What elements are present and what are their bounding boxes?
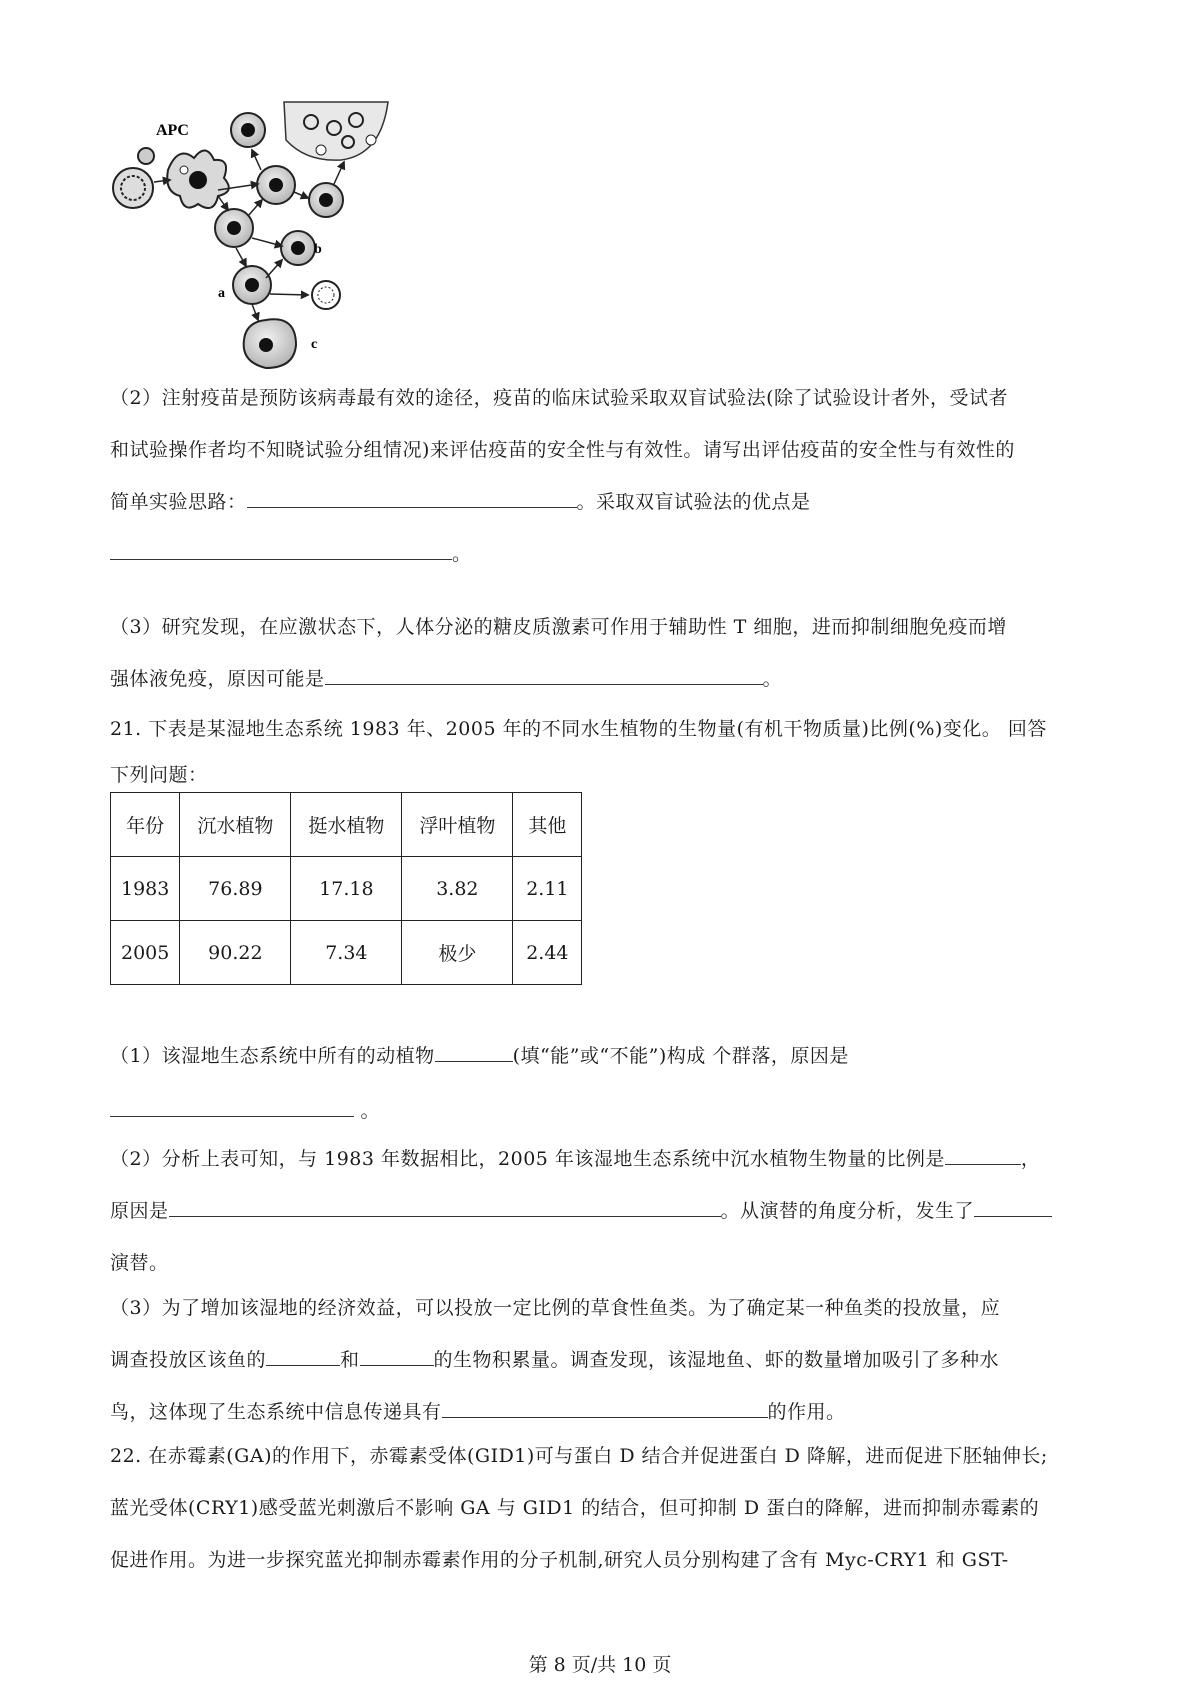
q21-part2-line3: 演替。 bbox=[110, 1252, 169, 1274]
virus-particle-small bbox=[138, 148, 154, 164]
q21-part3-line2a: 调查投放区该鱼的 bbox=[110, 1349, 267, 1371]
antigen-antibody-complex bbox=[312, 281, 340, 309]
q20-part2-line4b: 。 bbox=[452, 543, 472, 565]
answer-blank-fish-factor-1[interactable] bbox=[266, 1345, 340, 1366]
q20-part2 bbox=[110, 372, 1100, 580]
infected-tissue bbox=[284, 102, 388, 160]
b-cell-a bbox=[233, 266, 271, 304]
answer-blank-reason[interactable] bbox=[325, 664, 763, 685]
q21-part2-line2b: 。从演替的角度分析，发生了 bbox=[720, 1200, 975, 1222]
answer-blank-fish-factor-2[interactable] bbox=[360, 1345, 434, 1366]
q22-line2: 蓝光受体(CRY1)感受蓝光刺激后不影响 GA 与 GID1 的结合，但可抑制 D 蛋白的降解，进而抑制赤霉素的 bbox=[110, 1497, 1040, 1519]
table-header: 浮叶植物 bbox=[402, 793, 513, 857]
q22-line1: 22. 在赤霉素(GA)的作用下，赤霉素受体(GID1)可与蛋白 D 结合并促进蛋白 D 降解，进而促进下胚轴伸长; bbox=[110, 1445, 1048, 1467]
biomass-table bbox=[110, 792, 582, 985]
q21-part3 bbox=[110, 1282, 1100, 1438]
table-header: 年份 bbox=[111, 793, 180, 857]
table-cell: 1983 bbox=[111, 857, 180, 921]
label-b: b bbox=[314, 242, 322, 257]
q21-stem-line2: 下列问题： bbox=[110, 764, 208, 786]
q22-stem bbox=[110, 1430, 1100, 1586]
apc-label: APC bbox=[156, 122, 189, 139]
q20-part2-line2: 和试验操作者均不知晓试验分组情况)来评估疫苗的安全性与有效性。请写出评估疫苗的安全性与有效性的 bbox=[110, 439, 1015, 461]
q21-part3-line3a: 鸟，这体现了生态系统中信息传递具有 bbox=[110, 1401, 442, 1423]
answer-blank-can-or-cannot[interactable] bbox=[435, 1041, 513, 1062]
q21-part1-line1b: (填“能”或“不能”)构成 个群落，原因是 bbox=[512, 1045, 849, 1067]
q21-part2-line1b: ， bbox=[1020, 1148, 1041, 1170]
t-cell-cytotoxic bbox=[309, 183, 343, 217]
label-c: c bbox=[311, 337, 318, 352]
plasma-cell-c bbox=[244, 319, 296, 368]
q21-part2 bbox=[110, 1133, 1100, 1289]
table-row bbox=[111, 857, 582, 921]
answer-blank-ratio-change[interactable] bbox=[945, 1144, 1021, 1165]
q20-part2-line1: （2）注射疫苗是预防该病毒最有效的途径，疫苗的临床试验采取双盲试验法(除了试验设计者外，受试者 bbox=[110, 387, 1009, 409]
virus-particle-large bbox=[113, 168, 153, 208]
immune-diagram bbox=[106, 100, 406, 400]
q20-part3-line2b: 。 bbox=[762, 668, 783, 690]
q21-part2-line1a: （2）分析上表可知，与 1983 年数据相比，2005 年该湿地生态系统中沉水植物生物量的比例是 bbox=[110, 1148, 945, 1170]
q20-part2-line3b: 。采取双盲试验法的优点是 bbox=[576, 491, 811, 513]
answer-blank-community-reason[interactable] bbox=[110, 1096, 354, 1117]
q21-part3-line1: （3）为了增加该湿地的经济效益，可以投放一定比例的草食性鱼类。为了确定某一种鱼类的投放量，应 bbox=[110, 1297, 1001, 1319]
table-row bbox=[111, 921, 582, 985]
q21-part3-line3b: 的作用。 bbox=[767, 1401, 846, 1423]
table-cell: 3.82 bbox=[402, 857, 513, 921]
q20-part3 bbox=[110, 601, 1100, 705]
table-cell: 7.34 bbox=[291, 921, 402, 985]
q20-part3-line2a: 强体液免疫，原因可能是 bbox=[110, 668, 325, 690]
q21-part1-line1a: （1）该湿地生态系统中所有的动植物 bbox=[110, 1045, 435, 1067]
q21-part1 bbox=[110, 1030, 1100, 1137]
q21-stem bbox=[110, 703, 1100, 801]
answer-blank-change-reason[interactable] bbox=[169, 1196, 721, 1217]
table-cell: 2.44 bbox=[513, 921, 582, 985]
table-cell: 2005 bbox=[111, 921, 180, 985]
q22-line3: 促进作用。为进一步探究蓝光抑制赤霉素作用的分子机制,研究人员分别构建了含有 Myc-CRY1 和 GST- bbox=[110, 1549, 1009, 1571]
answer-blank-experiment-idea[interactable] bbox=[247, 487, 577, 508]
t-cell-helper bbox=[215, 209, 253, 247]
q21-stem-line1: 21. 下表是某湿地生态系统 1983 年、2005 年的不同水生植物的生物量(有机干物质量)比例(%)变化。 回答 bbox=[110, 718, 1047, 740]
t-cell-top bbox=[231, 113, 265, 147]
table-header: 挺水植物 bbox=[291, 793, 402, 857]
table-cell: 76.89 bbox=[180, 857, 291, 921]
answer-blank-succession-type[interactable] bbox=[974, 1196, 1052, 1217]
table-header: 其他 bbox=[513, 793, 582, 857]
answer-blank-information-role[interactable] bbox=[442, 1397, 768, 1418]
table-cell: 极少 bbox=[402, 921, 513, 985]
q20-part2-line3a: 简单实验思路： bbox=[110, 491, 247, 513]
q21-part2-line2a: 原因是 bbox=[110, 1200, 169, 1222]
memory-b-cell bbox=[281, 231, 315, 265]
page-footer: 第 8 页/共 10 页 bbox=[528, 1654, 672, 1676]
q21-part3-line2c: 的生物积累量。调查发现，该湿地鱼、虾的数量增加吸引了多种水 bbox=[433, 1349, 1000, 1371]
immune-response-figure bbox=[106, 100, 406, 400]
q21-part1-line2b: 。 bbox=[354, 1100, 381, 1122]
q21-part3-line2b: 和 bbox=[340, 1349, 360, 1371]
table-cell: 90.22 bbox=[180, 921, 291, 985]
t-cell-helper-activated bbox=[257, 166, 295, 204]
table-header-row bbox=[111, 793, 582, 857]
q20-part3-line1: （3）研究发现，在应激状态下，人体分泌的糖皮质激素可作用于辅助性 T 细胞，进而抑制细胞免疫而增 bbox=[110, 616, 1007, 638]
table-header: 沉水植物 bbox=[180, 793, 291, 857]
table-cell: 2.11 bbox=[513, 857, 582, 921]
answer-blank-double-blind-advantage[interactable] bbox=[110, 539, 452, 560]
table-cell: 17.18 bbox=[291, 857, 402, 921]
label-a: a bbox=[218, 286, 225, 301]
